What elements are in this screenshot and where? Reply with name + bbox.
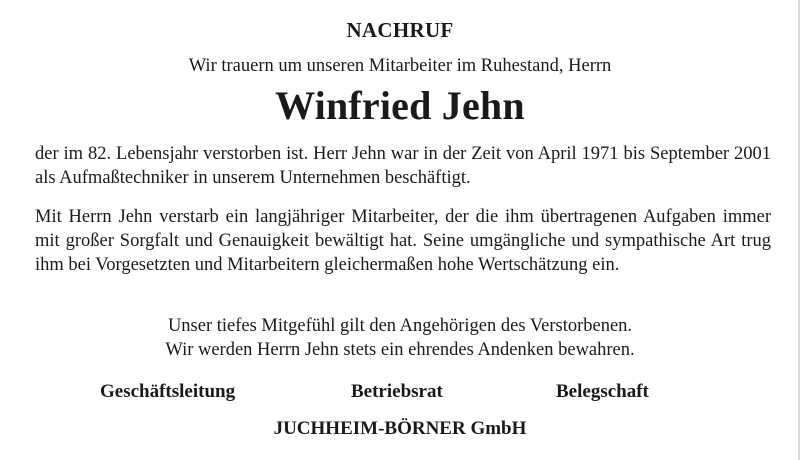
signatory-staff: Belegschaft (556, 381, 649, 402)
tribute-paragraph: Mit Herrn Jehn verstarb ein langjähriger Mitarbeiter, der die ihm übertragenen Aufgaben immer mit großer Sorgfalt und Genauigkeit bewältigt hat. Seine umgängliche und sympathische Art trug ihm bei Vorgesetzten und Mitarbeitern gleichermaßen hohe Wertschätzung ein. (35, 207, 771, 275)
remembrance-line: Wir werden Herrn Jehn stets ein ehrendes Andenken bewahren. (165, 340, 635, 360)
condolence-line: Unser tiefes Mitgefühl gilt den Angehörigen des Verstorbenen. (167, 316, 633, 336)
biography-paragraph: der im 82. Lebensjahr verstorben ist. Herr Jehn war in der Zeit von April 1971 bis September 2001 als Aufmaßtechniker in unserem Unternehmen beschäftigt. (35, 144, 771, 188)
deceased-name: Winfried Jehn (275, 83, 525, 128)
intro-line: Wir trauern um unseren Mitarbeiter im Ruhestand, Herrn (188, 56, 612, 76)
notice-heading: NACHRUF (346, 18, 454, 42)
signatory-works-council: Betriebsrat (351, 381, 443, 402)
signatory-management: Geschäftsleitung (100, 381, 236, 402)
company-name: JUCHHEIM-BÖRNER GmbH (273, 418, 527, 439)
